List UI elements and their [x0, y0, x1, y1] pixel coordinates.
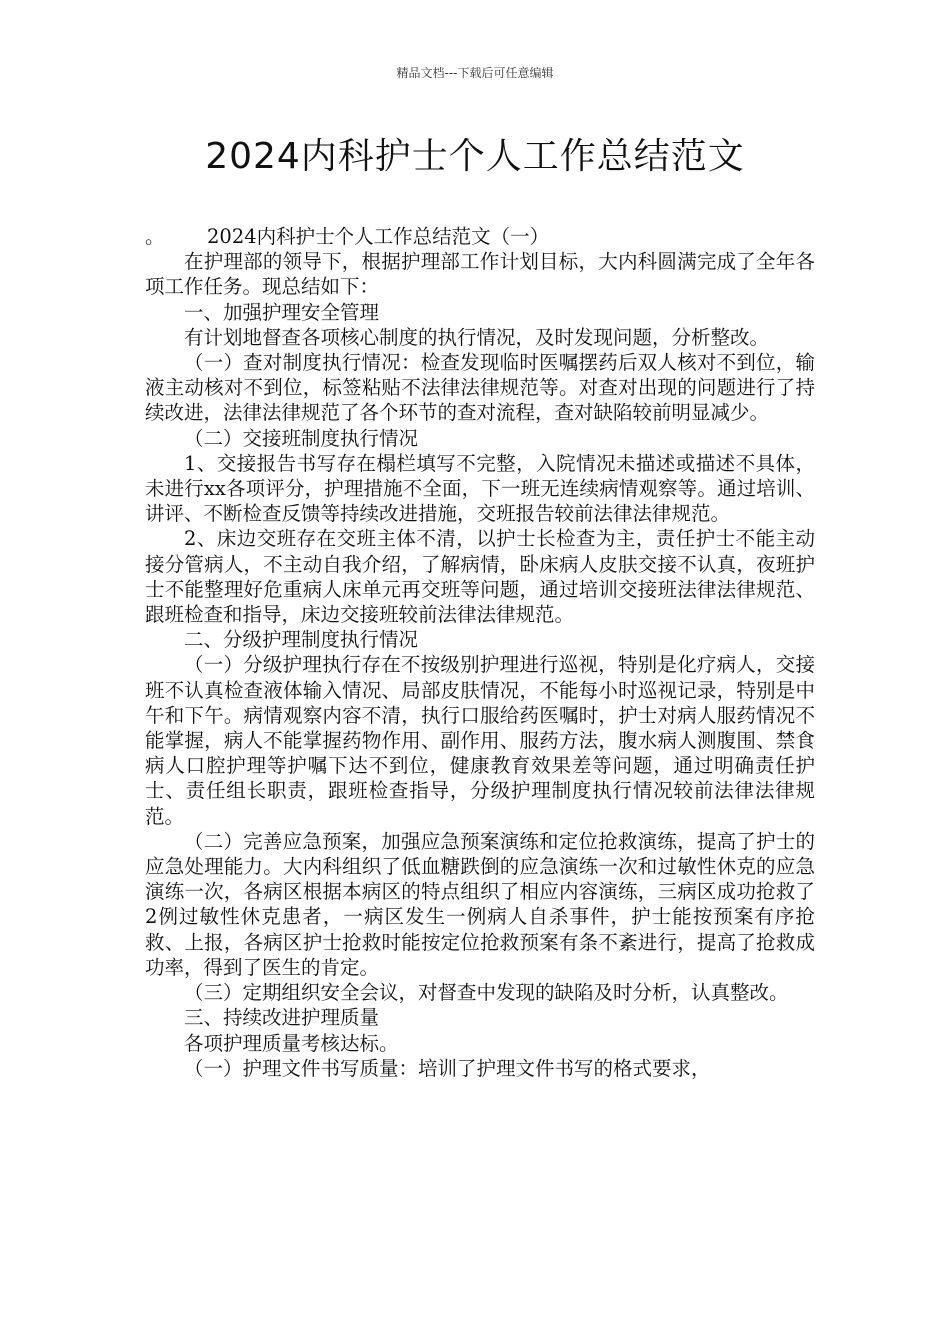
subsection-heading: （二）交接班制度执行情况	[184, 426, 419, 450]
paragraph-subtitle	[145, 224, 815, 249]
section-heading: 一、加强护理安全管理	[184, 300, 380, 324]
section-heading: 三、持续改进护理质量	[184, 1006, 380, 1030]
paragraph: （二）完善应急预案，加强应急预案演练和定位抢救演练，提高了护士的应急处理能力。大内科组织了低血糖跌倒的应急演练一次和过敏性休克的应急演练一次，各病区根据本病区的特点组织了相应内容演练，三病区成功抢救了2例过敏性休克患者，一病区发生一例病人自杀事件，护士能按预案有序抢救、上报，各病区护士抢救时能按定位抢救预案有条不紊进行，提高了抢救成功率，得到了医生的肯定。	[145, 829, 815, 979]
header-note: 精品文档---下载后可任意编辑	[396, 66, 554, 80]
document-body	[145, 224, 815, 1081]
paragraph: 各项护理质量考核达标。	[184, 1031, 399, 1055]
paragraph: 1、交接报告书写存在榻栏填写不完整，入院情况未描述或描述不具体，未进行xx各项评分，护理措施不全面，下一班无连续病情观察等。通过培训、讲评、不断检查反馈等持续改进措施，交班报告较前法律法律规范。	[145, 451, 815, 526]
paragraph: 有计划地督查各项核心制度的执行情况，及时发现问题，分析整改。	[184, 325, 770, 349]
section-heading: 二、分级护理制度执行情况	[184, 628, 419, 652]
document-title: 2024内科护士个人工作总结范文	[205, 136, 745, 177]
paragraph: （一）查对制度执行情况：检查发现临时医嘱摆药后双人核对不到位，输液主动核对不到位，标签粘贴不法律法律规范等。对查对出现的问题进行了持续改进，法律法律规范了各个环节的查对流程，查对缺陷较前明显减少。	[145, 351, 815, 425]
paragraph: 2、床边交班存在交班主体不清，以护士长检查为主，责任护士不能主动接分管病人，不主动自我介绍，了解病情，卧床病人皮肤交接不认真，夜班护士不能整理好危重病人床单元再交班等问题，通过培训交接班法律法律规范、跟班检查和指导，床边交接班较前法律法律规范。	[145, 527, 815, 627]
subtitle-text: 2024内科护士个人工作总结范文（一）	[207, 225, 550, 248]
paragraph: （一）分级护理执行存在不按级别护理进行巡视，特别是化疗病人，交接班不认真检查液体输入情况、局部皮肤情况，不能每小时巡视记录，特别是中午和下午。病情观察内容不清，执行口服给药医嘱时，护士对病人服药情况不能掌握，病人不能掌握药物作用、副作用、服药方法，腹水病人测腹围、禁食病人口腔护理等护嘱下达不到位，健康教育效果差等问题，通过明确责任护士、责任组长职责，跟班检查指导，分级护理制度执行情况较前法律法律规范。	[145, 653, 815, 828]
lead-mark: 。	[145, 225, 165, 248]
paragraph: （三）定期组织安全会议，对督查中发现的缺陷及时分析，认真整改。	[184, 981, 789, 1005]
paragraph: 在护理部的领导下，根据护理部工作计划目标，大内科圆满完成了全年各项工作任务。现总结如下：	[145, 250, 815, 299]
paragraph: （一）护理文件书写质量：培训了护理文件书写的格式要求，	[184, 1056, 711, 1080]
